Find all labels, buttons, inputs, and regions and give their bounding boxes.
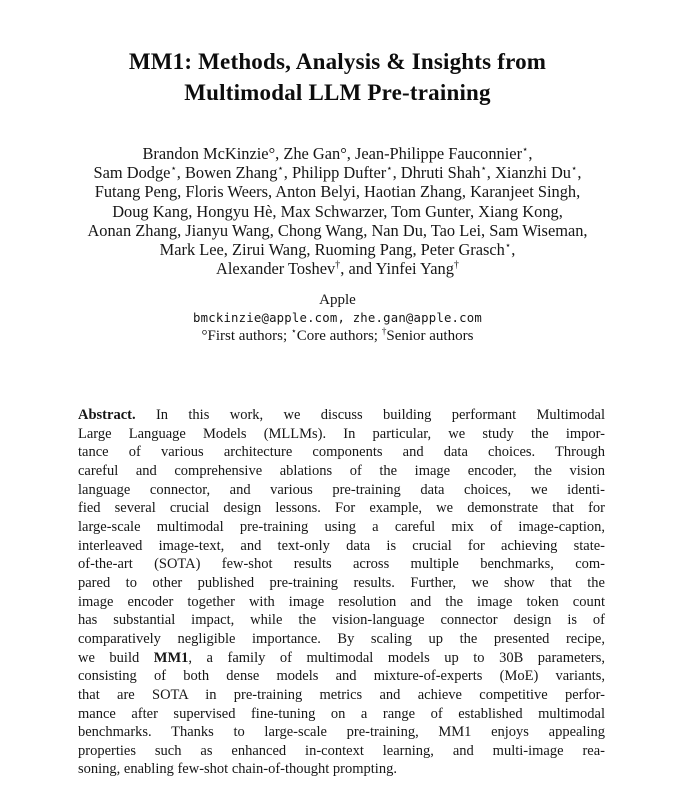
abstract-line: soning, enabling few-shot chain-of-thought prompting. [78,761,397,778]
abstract [78,406,605,779]
dagger-mark: † [381,327,387,338]
star-mark: ⋆ [290,327,297,338]
author-line: Alexander Toshev†, and Yinfei Yang† [216,259,459,279]
star-mark: ⋆ [571,163,578,175]
abstract-line: that are SOTA in pre-training metrics and achieve competitive perfor- [78,686,605,703]
author-footnote: °First authors; ⋆Core authors; †Senior authors [201,327,474,345]
abstract-line: we build MM1, a family of multimodal models up to 30B parameters, [78,649,605,666]
author-emails: bmckinzie@apple.com, zhe.gan@apple.com [193,311,482,326]
dagger-mark: † [453,259,459,271]
author-line: Doug Kang, Hongyu Hè, Max Schwarzer, Tom Gunter, Xiang Kong, [112,201,563,221]
abstract-line: mance after supervised fine-tuning on a range of established multimodal [78,705,605,722]
affiliation-name: Apple [319,292,356,309]
dagger-mark: † [335,259,341,271]
abstract-line: image encoder together with image resolution and the image token count [78,593,605,610]
abstract-line: Abstract. In this work, we discuss building performant Multimodal [78,407,605,423]
abstract-line: pared to other published pre-training results. Further, we show that the [78,574,605,591]
author-list [0,144,675,278]
abstract-line: has substantial impact, while the vision-language connector design is of [78,612,605,629]
abstract-line: Large Language Models (MLLMs). In particular, we study the impor- [78,425,605,442]
star-mark: ⋆ [522,144,529,156]
abstract-line: careful and comprehensive ablations of the image encoder, the vision [78,462,605,479]
paper-title-line-2: Multimodal LLM Pre-training [184,80,491,105]
star-mark: ⋆ [480,163,487,175]
abstract-line: benchmarks. Thanks to large-scale pre-training, MM1 enjoys appealing [78,724,605,741]
abstract-line: language connector, and various pre-training data choices, we identi- [78,481,605,498]
author-line: Sam Dodge⋆, Bowen Zhang⋆, Philipp Dufter⋆, Dhruti Shah⋆, Xianzhi Du⋆, [93,163,582,183]
star-mark: ⋆ [170,163,177,175]
abstract-line: fied several crucial design lessons. For example, we demonstrate that for [78,500,605,517]
paper-title [0,0,675,108]
author-line: Futang Peng, Floris Weers, Anton Belyi, Haotian Zhang, Karanjeet Singh, [94,182,581,202]
abstract-line: interleaved image-text, and text-only data is crucial for achieving state- [78,537,605,554]
abstract-line: consisting of both dense models and mixture-of-experts (MoE) variants, [78,668,605,685]
paper-title-line-1: MM1: Methods, Analysis & Insights from [128,49,547,74]
abstract-line: comparatively negligible importance. By scaling up the presented recipe, [78,630,605,647]
author-line: Mark Lee, Zirui Wang, Ruoming Pang, Peter Grasch⋆, [159,240,516,260]
abstract-line: tance of various architecture components and data choices. Through [78,444,605,461]
star-mark: ⋆ [386,163,393,175]
abstract-line: of-the-art (SOTA) few-shot results across multiple benchmarks, com- [78,556,605,573]
author-line: Brandon McKinzie°, Zhe Gan°, Jean-Philippe Fauconnier⋆, [142,144,533,163]
affiliation-block [0,291,675,345]
abstract-line: large-scale multimodal pre-training using a careful mix of image-caption, [78,518,605,535]
star-mark: ⋆ [277,163,284,175]
star-mark: ⋆ [504,240,512,252]
abstract-line: properties such as enhanced in-context learning, and multi-image rea- [78,742,605,759]
author-line: Aonan Zhang, Jianyu Wang, Chong Wang, Nan Du, Tao Lei, Sam Wiseman, [87,220,588,240]
